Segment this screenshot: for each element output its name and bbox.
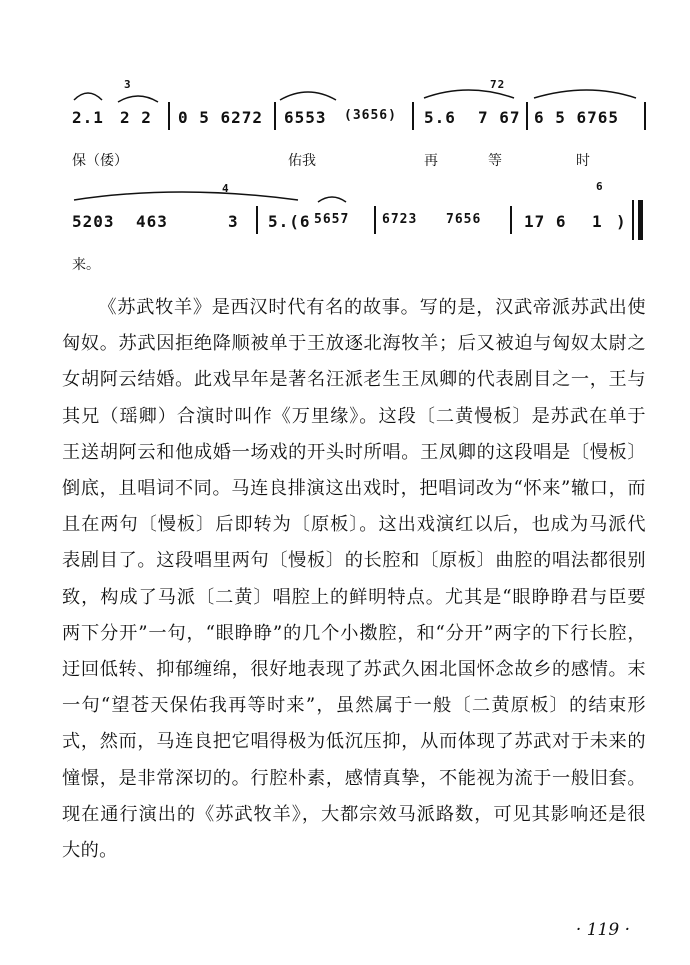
page-number: · 119 · — [575, 920, 630, 940]
note-group: 6 5 6765 — [534, 108, 620, 127]
note-group: ) — [616, 212, 627, 231]
note-group: 17 6 — [524, 212, 567, 231]
note-group: 5203 — [72, 212, 115, 231]
note-group: 6553 — [284, 108, 327, 127]
grace-note: 3 — [124, 78, 132, 91]
barline — [526, 102, 528, 130]
note-group: 2.1 — [72, 108, 104, 127]
barline — [274, 102, 276, 130]
grace-note: 4 — [222, 182, 230, 195]
note-group: 5657 — [314, 212, 350, 227]
grace-note: 72 — [490, 78, 506, 91]
note-group: 7 67 — [478, 108, 521, 127]
note-group: 6723 — [382, 212, 418, 227]
final-barline — [632, 200, 634, 240]
note-group: 2 2 — [120, 108, 152, 127]
lyric: 佑我 — [288, 153, 316, 169]
score-line-2 — [68, 180, 648, 280]
barline — [510, 206, 512, 234]
note-group: (3656) — [344, 108, 397, 123]
note-group: 5.6 — [424, 108, 456, 127]
lyric: 等 — [488, 153, 502, 169]
note-group: 5.(6 — [268, 212, 311, 231]
lyric: 来。 — [72, 257, 100, 273]
note-group: 0 5 6272 — [178, 108, 264, 127]
final-barline-thick — [638, 200, 643, 240]
barline — [412, 102, 414, 130]
barline — [374, 206, 376, 234]
note-group: 1 — [592, 212, 603, 231]
lyric: 时 — [576, 153, 590, 169]
grace-note: 6 — [596, 180, 604, 193]
article-paragraph: 《苏武牧羊》是西汉时代有名的故事。写的是，汉武帝派苏武出使匈奴。苏武因拒绝降顺被单于王放逐北海牧羊；后又被迫与匈奴太尉之女胡阿云结婚。此戏早年是著名汪派老生王凤卿的代表剧目之一，王与其兄（瑶卿）合演时叫作《万里缘》。这段〔二黄慢板〕是苏武在单于王送胡阿云和他成婚一场戏的开头时所唱。王凤卿的这段唱是〔慢板〕倒底，且唱词不同。马连良排演这出戏时，把唱词改为“怀来”辙口，而且在两句〔慢板〕后即转为〔原板〕。这出戏演红以后，也成为马派代表剧目了。这段唱里两句〔慢板〕的长腔和〔原板〕曲腔的唱法都很别致，构成了马派〔二黄〕唱腔上的鲜明特点。尤其是“眼睁睁君与臣要两下分开”一句，“眼睁睁”的几个小擞腔，和“分开”两字的下行长腔，迂回低转、抑郁缠绵，很好地表现了苏武久困北国怀念故乡的感情。末一句“望苍天保佑我再等时来”，虽然属于一般〔二黄原板〕的结束形式，然而，马连良把它唱得极为低沉压抑，从而体现了苏武对于未来的憧憬，是非常深切的。行腔朴素，感情真挚，不能视为流于一般旧套。现在通行演出的《苏武牧羊》，大都宗效马派路数，可见其影响还是很大的。 — [62, 297, 646, 862]
barline — [644, 102, 646, 130]
lyric: 再 — [424, 153, 438, 169]
note-group: 3 — [228, 212, 239, 231]
note-group: 463 — [136, 212, 168, 231]
lyric: 保（倭） — [72, 153, 128, 169]
barline — [168, 102, 170, 130]
note-group: 7656 — [446, 212, 482, 227]
barline — [256, 206, 258, 234]
score-line-1 — [68, 80, 648, 190]
